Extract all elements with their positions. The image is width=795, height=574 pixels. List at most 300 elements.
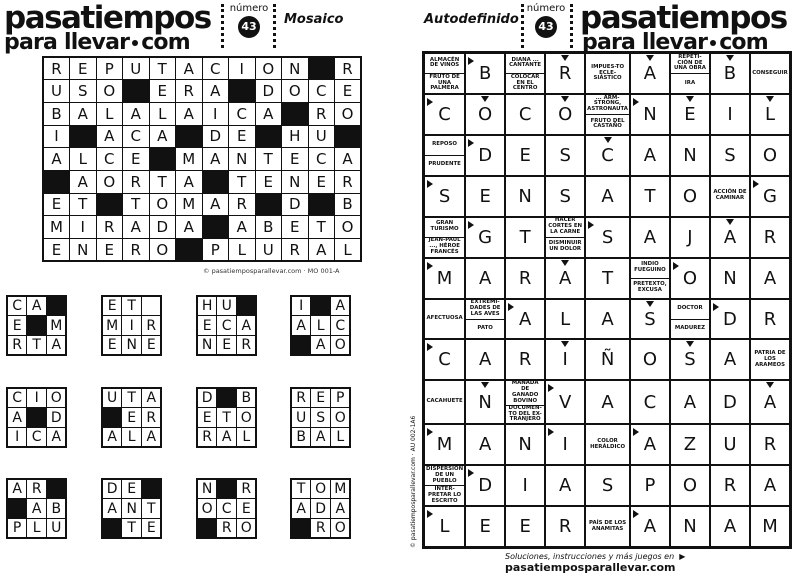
answer-cell[interactable]: [424, 339, 465, 380]
answer-letter: A: [478, 267, 492, 289]
mosaic-cell[interactable]: R: [308, 102, 335, 125]
mosaic-cell[interactable]: B: [43, 102, 70, 125]
tile-cell: [142, 296, 162, 316]
tile-cell: I: [122, 316, 142, 336]
mosaic-cell[interactable]: R: [43, 57, 70, 80]
mosaic-cell[interactable]: L: [229, 239, 256, 262]
answer-cell[interactable]: [670, 258, 710, 299]
mosaic-cell[interactable]: N: [70, 239, 97, 262]
answer-cell[interactable]: [465, 380, 505, 424]
black-cell[interactable]: [123, 80, 150, 103]
mosaic-cell[interactable]: O: [255, 57, 282, 80]
mosaic-cell[interactable]: A: [123, 216, 150, 239]
mosaic-cell[interactable]: O: [96, 80, 123, 103]
answer-cell[interactable]: [585, 299, 630, 340]
answer-cell[interactable]: [585, 339, 630, 380]
mosaic-cell[interactable]: O: [282, 80, 309, 103]
mosaic-cell[interactable]: N: [282, 170, 309, 193]
answer-cell[interactable]: [670, 135, 710, 176]
tile[interactable]: [6, 295, 67, 356]
mosaic-cell[interactable]: E: [282, 216, 309, 239]
answer-cell[interactable]: [710, 299, 750, 340]
mosaic-cell[interactable]: L: [70, 148, 97, 171]
black-cell[interactable]: [282, 102, 309, 125]
answer-letter: A: [559, 475, 572, 497]
clue-cell: [424, 380, 465, 424]
answer-cell[interactable]: [545, 339, 585, 380]
answer-cell[interactable]: [424, 506, 465, 547]
answer-cell[interactable]: [465, 258, 505, 299]
answer-cell[interactable]: [630, 135, 670, 176]
black-cell[interactable]: [96, 193, 123, 216]
mosaic-cell[interactable]: M: [176, 193, 203, 216]
mosaic-cell[interactable]: A: [229, 216, 256, 239]
answer-cell[interactable]: [710, 258, 750, 299]
mosaic-cell[interactable]: T: [123, 193, 150, 216]
tile-cell: A: [7, 408, 27, 428]
footer-link[interactable]: pasatiemposparallevar.com: [505, 561, 676, 574]
answer-cell[interactable]: [585, 465, 630, 506]
mosaic-cell[interactable]: N: [282, 57, 309, 80]
answer-letter: A: [723, 226, 737, 248]
answer-cell[interactable]: [630, 465, 670, 506]
tile[interactable]: [101, 478, 162, 539]
answer-cell[interactable]: [670, 380, 710, 424]
answer-cell[interactable]: [630, 339, 670, 380]
answer-cell[interactable]: [424, 94, 465, 135]
mosaic-cell[interactable]: C: [308, 148, 335, 171]
mosaic-cell[interactable]: O: [335, 102, 362, 125]
answer-cell[interactable]: [545, 465, 585, 506]
mosaic-cell[interactable]: A: [202, 80, 229, 103]
answer-letter: A: [559, 267, 572, 289]
tile-cell: E: [217, 336, 237, 356]
black-cell: [291, 336, 311, 356]
mosaic-row: [43, 216, 361, 239]
answer-cell[interactable]: [585, 176, 630, 217]
clue-text: INDIO FUEGUINO: [634, 261, 666, 274]
answer-letter: N: [518, 434, 532, 456]
mosaic-cell[interactable]: T: [149, 170, 176, 193]
mosaic-cell[interactable]: O: [96, 170, 123, 193]
clue-text: DOCUMEN-TO DEL EX-TRANJERO: [506, 405, 544, 423]
mosaic-cell[interactable]: D: [255, 80, 282, 103]
tile-cell: I: [7, 428, 27, 448]
tile-cell: B: [237, 388, 257, 408]
answer-cell[interactable]: [545, 135, 585, 176]
mosaic-cell[interactable]: A: [43, 148, 70, 171]
mosaic-cell[interactable]: A: [308, 239, 335, 262]
clue-text: ACCIÓN DE CAMINAR: [713, 189, 747, 202]
tile-cell: O: [197, 499, 217, 519]
black-cell[interactable]: [202, 216, 229, 239]
black-cell[interactable]: [229, 80, 256, 103]
mosaic-cell[interactable]: D: [202, 125, 229, 148]
answer-cell[interactable]: [505, 258, 545, 299]
answer-cell[interactable]: [465, 424, 505, 465]
answer-cell[interactable]: [630, 53, 670, 94]
answer-cell[interactable]: [710, 135, 750, 176]
answer-letter: V: [559, 391, 572, 413]
black-cell: [217, 479, 237, 499]
mosaic-cell[interactable]: I: [229, 57, 256, 80]
tile[interactable]: [6, 387, 67, 448]
mosaic-cell[interactable]: E: [70, 57, 97, 80]
brand-logo-right[interactable]: pasatiempos para llevar com: [580, 0, 787, 55]
answer-letter: C: [643, 391, 657, 413]
black-cell[interactable]: [176, 239, 203, 262]
mosaic-cell[interactable]: P: [96, 57, 123, 80]
answer-letter: A: [683, 391, 697, 413]
mosaic-cell[interactable]: O: [149, 239, 176, 262]
answer-cell[interactable]: [670, 217, 710, 258]
mosaic-cell[interactable]: C: [229, 102, 256, 125]
tile-cell: O: [331, 519, 351, 539]
mosaic-cell[interactable]: A: [176, 57, 203, 80]
answer-letter: L: [764, 103, 775, 125]
answer-cell[interactable]: [750, 380, 790, 424]
answer-letter: R: [763, 226, 777, 248]
tile-cell: T: [217, 408, 237, 428]
tile-cell: E: [142, 519, 162, 539]
arrow-down-icon: [481, 382, 489, 388]
arrow-right-icon: [468, 469, 474, 477]
mosaic-cell[interactable]: C: [123, 125, 150, 148]
tile-cell: A: [311, 428, 331, 448]
answer-cell[interactable]: [710, 339, 750, 380]
mosaic-cell[interactable]: A: [123, 102, 150, 125]
answer-cell[interactable]: [670, 339, 710, 380]
black-cell[interactable]: [70, 125, 97, 148]
footer-text: Soluciones, instrucciones y más juegos en: [505, 552, 675, 561]
mosaic-cell[interactable]: A: [176, 102, 203, 125]
answer-cell[interactable]: [630, 217, 670, 258]
mosaic-cell[interactable]: N: [229, 148, 256, 171]
arrow-right-icon: [633, 98, 639, 106]
mosaic-cell[interactable]: E: [308, 170, 335, 193]
answer-cell[interactable]: [465, 53, 505, 94]
clue-text: DIANA ... CANTANTE: [509, 56, 542, 69]
mosaic-cell[interactable]: A: [335, 148, 362, 171]
answer-cell[interactable]: [630, 176, 670, 217]
answer-cell[interactable]: [750, 135, 790, 176]
clue-cell: [670, 299, 710, 340]
black-cell: [311, 296, 331, 316]
tile-cell: U: [102, 388, 122, 408]
tile[interactable]: [290, 295, 351, 356]
answer-cell[interactable]: [630, 380, 670, 424]
clue-cell: [585, 53, 630, 94]
answer-cell[interactable]: [630, 94, 670, 135]
mosaic-cell[interactable]: C: [202, 57, 229, 80]
answer-cell[interactable]: [465, 506, 505, 547]
mosaic-cell[interactable]: T: [70, 193, 97, 216]
answer-letter: O: [682, 267, 698, 289]
mosaic-cell[interactable]: E: [43, 193, 70, 216]
mosaic-cell[interactable]: U: [255, 239, 282, 262]
tile[interactable]: [6, 478, 67, 539]
tile-cell: I: [291, 296, 311, 316]
answer-cell[interactable]: [710, 217, 750, 258]
mosaic-cell[interactable]: D: [282, 193, 309, 216]
answer-cell[interactable]: [670, 424, 710, 465]
tile-cell: U: [291, 408, 311, 428]
answer-cell[interactable]: [505, 465, 545, 506]
mosaic-cell[interactable]: E: [96, 239, 123, 262]
mosaic-cell[interactable]: R: [123, 239, 150, 262]
answer-cell[interactable]: [505, 135, 545, 176]
answer-cell[interactable]: [630, 299, 670, 340]
answer-cell[interactable]: [505, 299, 545, 340]
mosaic-cell[interactable]: I: [202, 102, 229, 125]
black-cell[interactable]: [176, 125, 203, 148]
arrow-icon: ▶: [676, 552, 686, 561]
mosaic-cell[interactable]: A: [255, 102, 282, 125]
mosaic-cell[interactable]: B: [335, 193, 362, 216]
clue-text: JEAN-PAUL ..., HÉROE FRANCÉS: [425, 237, 464, 257]
mosaic-cell[interactable]: A: [202, 193, 229, 216]
tile-cell: T: [142, 499, 162, 519]
clue-text: FRUTO DE UNA PALMERA: [425, 73, 464, 93]
mosaic-cell[interactable]: E: [149, 80, 176, 103]
mosaic-cell[interactable]: A: [96, 125, 123, 148]
answer-cell[interactable]: [750, 176, 790, 217]
tile-cell: E: [197, 316, 217, 336]
mosaic-cell[interactable]: C: [96, 148, 123, 171]
answer-cell[interactable]: [424, 424, 465, 465]
black-cell[interactable]: [335, 125, 362, 148]
answer-letter: B: [723, 62, 737, 84]
tile-cell: O: [331, 408, 351, 428]
answer-cell[interactable]: [750, 299, 790, 340]
answer-cell[interactable]: [465, 176, 505, 217]
answer-letter: A: [601, 185, 614, 207]
answer-letter: O: [558, 103, 573, 125]
answer-cell[interactable]: [710, 53, 750, 94]
mosaic-cell[interactable]: T: [308, 216, 335, 239]
answer-cell[interactable]: [505, 94, 545, 135]
mosaic-cell[interactable]: T: [255, 148, 282, 171]
tile-grid: [101, 295, 162, 356]
clue-text: COLOR HERÁLDICO: [590, 437, 626, 450]
answer-cell[interactable]: [750, 424, 790, 465]
answer-cell[interactable]: [465, 94, 505, 135]
answer-cell[interactable]: [465, 339, 505, 380]
answer-letter: A: [723, 349, 737, 371]
tile-cell: R: [142, 316, 162, 336]
answer-cell[interactable]: [670, 465, 710, 506]
answer-cell[interactable]: [505, 506, 545, 547]
answer-cell[interactable]: [710, 506, 750, 547]
black-cell[interactable]: [308, 57, 335, 80]
answer-cell[interactable]: [545, 424, 585, 465]
tile-cell: C: [7, 388, 27, 408]
clue-cell: [750, 53, 790, 94]
answer-cell[interactable]: [710, 94, 750, 135]
answer-letter: C: [438, 103, 451, 125]
answer-cell[interactable]: [670, 176, 710, 217]
mosaic-cell[interactable]: A: [70, 102, 97, 125]
answer-cell[interactable]: [710, 380, 750, 424]
answer-cell[interactable]: [670, 94, 710, 135]
clue-cell: [424, 299, 465, 340]
answer-letter: A: [643, 62, 657, 84]
tile-cell: T: [122, 388, 142, 408]
mosaic-cell[interactable]: R: [229, 193, 256, 216]
mosaic-cell[interactable]: B: [255, 216, 282, 239]
mosaic-cell[interactable]: D: [149, 216, 176, 239]
answer-cell[interactable]: [710, 424, 750, 465]
answer-cell[interactable]: [505, 424, 545, 465]
mosaic-cell[interactable]: L: [149, 102, 176, 125]
mosaic-cell[interactable]: P: [202, 239, 229, 262]
answer-letter: U: [723, 434, 737, 456]
tile[interactable]: [101, 387, 162, 448]
mosaic-cell[interactable]: U: [123, 57, 150, 80]
tile[interactable]: [290, 387, 351, 448]
answer-cell[interactable]: [750, 217, 790, 258]
answer-letter: R: [763, 434, 777, 456]
tile[interactable]: [101, 295, 162, 356]
mosaic-cell[interactable]: L: [96, 102, 123, 125]
mosaic-cell[interactable]: L: [335, 239, 362, 262]
issue-number: número 43: [526, 3, 566, 38]
clue-cell: [424, 465, 465, 506]
answer-letter: S: [559, 185, 571, 207]
mosaic-cell[interactable]: R: [282, 239, 309, 262]
answer-cell[interactable]: [750, 506, 790, 547]
answer-letter: C: [601, 144, 614, 166]
answer-letter: N: [683, 516, 697, 538]
mosaic-cell[interactable]: A: [176, 170, 203, 193]
tile-cell: E: [102, 296, 122, 316]
arrow-down-icon: [726, 55, 734, 61]
black-cell[interactable]: [255, 125, 282, 148]
mosaic-cell[interactable]: A: [70, 170, 97, 193]
tile-grid: [6, 387, 67, 448]
tile-cell: E: [142, 336, 162, 356]
mosaic-cell[interactable]: E: [335, 80, 362, 103]
mosaic-cell[interactable]: R: [335, 170, 362, 193]
tile-cell: B: [47, 499, 67, 519]
tile-cell: M: [47, 316, 67, 336]
answer-letter: G: [478, 226, 493, 248]
mosaic-cell[interactable]: E: [229, 125, 256, 148]
arrow-right-icon: [713, 303, 719, 311]
mosaic-row: [43, 239, 361, 262]
answer-cell[interactable]: [585, 380, 630, 424]
tile[interactable]: [290, 478, 351, 539]
mosaic-cell[interactable]: R: [335, 57, 362, 80]
answer-letter: L: [560, 308, 571, 330]
tile-cell: A: [331, 499, 351, 519]
mosaic-cell[interactable]: S: [70, 80, 97, 103]
black-cell[interactable]: [255, 193, 282, 216]
tile[interactable]: [196, 387, 257, 448]
answer-cell[interactable]: [630, 506, 670, 547]
answer-cell[interactable]: [505, 217, 545, 258]
mosaic-cell[interactable]: R: [176, 80, 203, 103]
answer-cell[interactable]: [505, 339, 545, 380]
brand-logo-left[interactable]: [4, 0, 211, 55]
mosaic-cell[interactable]: O: [149, 193, 176, 216]
mosaic-cell[interactable]: R: [123, 170, 150, 193]
black-cell[interactable]: [308, 193, 335, 216]
arrow-down-icon: [766, 382, 774, 388]
mosaic-cell[interactable]: O: [335, 216, 362, 239]
black-cell[interactable]: [149, 148, 176, 171]
tile-cell: D: [102, 479, 122, 499]
mosaic-cell[interactable]: A: [149, 125, 176, 148]
clue-text: DISMINUIR UN DOLOR: [546, 237, 584, 257]
arrow-right-icon: [633, 510, 639, 518]
answer-letter: S: [644, 308, 656, 330]
mosaic-cell[interactable]: E: [43, 239, 70, 262]
answer-cell[interactable]: [465, 135, 505, 176]
answer-cell[interactable]: [630, 424, 670, 465]
answer-cell[interactable]: [750, 94, 790, 135]
black-cell: [197, 519, 217, 539]
arrow-down-icon: [604, 137, 612, 143]
mosaic-cell[interactable]: A: [202, 148, 229, 171]
answer-cell[interactable]: [750, 258, 790, 299]
mosaic-cell[interactable]: R: [96, 216, 123, 239]
answer-cell[interactable]: [750, 465, 790, 506]
answer-cell[interactable]: [545, 258, 585, 299]
mosaic-cell[interactable]: U: [43, 80, 70, 103]
answer-letter: O: [682, 475, 698, 497]
mosaic-cell[interactable]: E: [123, 148, 150, 171]
answer-cell[interactable]: [545, 506, 585, 547]
answer-cell[interactable]: [545, 380, 585, 424]
black-cell[interactable]: [202, 170, 229, 193]
answer-cell[interactable]: [465, 217, 505, 258]
answer-cell[interactable]: [545, 94, 585, 135]
answer-cell[interactable]: [424, 258, 465, 299]
answer-cell[interactable]: [710, 465, 750, 506]
clue-cell: [750, 339, 790, 380]
mosaic-cell[interactable]: E: [255, 170, 282, 193]
mosaic-cell[interactable]: U: [308, 125, 335, 148]
black-cell[interactable]: [43, 170, 70, 193]
mosaic-cell[interactable]: M: [176, 148, 203, 171]
mosaic-cell[interactable]: T: [229, 170, 256, 193]
answer-cell[interactable]: [505, 176, 545, 217]
answer-cell[interactable]: [465, 465, 505, 506]
answer-cell[interactable]: [585, 258, 630, 299]
tile[interactable]: [196, 295, 257, 356]
answer-cell[interactable]: [670, 506, 710, 547]
answer-cell[interactable]: [585, 217, 630, 258]
answer-cell[interactable]: [424, 176, 465, 217]
answer-cell[interactable]: [585, 135, 630, 176]
mosaic-cell[interactable]: I: [70, 216, 97, 239]
tile[interactable]: [196, 478, 257, 539]
answer-cell[interactable]: [545, 299, 585, 340]
mosaic-cell[interactable]: C: [308, 80, 335, 103]
mosaic-cell[interactable]: E: [282, 148, 309, 171]
mosaic-cell[interactable]: T: [149, 57, 176, 80]
clue-cell: [465, 299, 505, 340]
mosaic-cell[interactable]: H: [282, 125, 309, 148]
clue-cell: [585, 506, 630, 547]
mosaic-cell[interactable]: A: [176, 216, 203, 239]
mosaic-cell[interactable]: I: [43, 125, 70, 148]
answer-letter: D: [723, 308, 737, 330]
answer-cell[interactable]: [545, 176, 585, 217]
answer-cell[interactable]: [545, 53, 585, 94]
mosaic-cell[interactable]: M: [43, 216, 70, 239]
